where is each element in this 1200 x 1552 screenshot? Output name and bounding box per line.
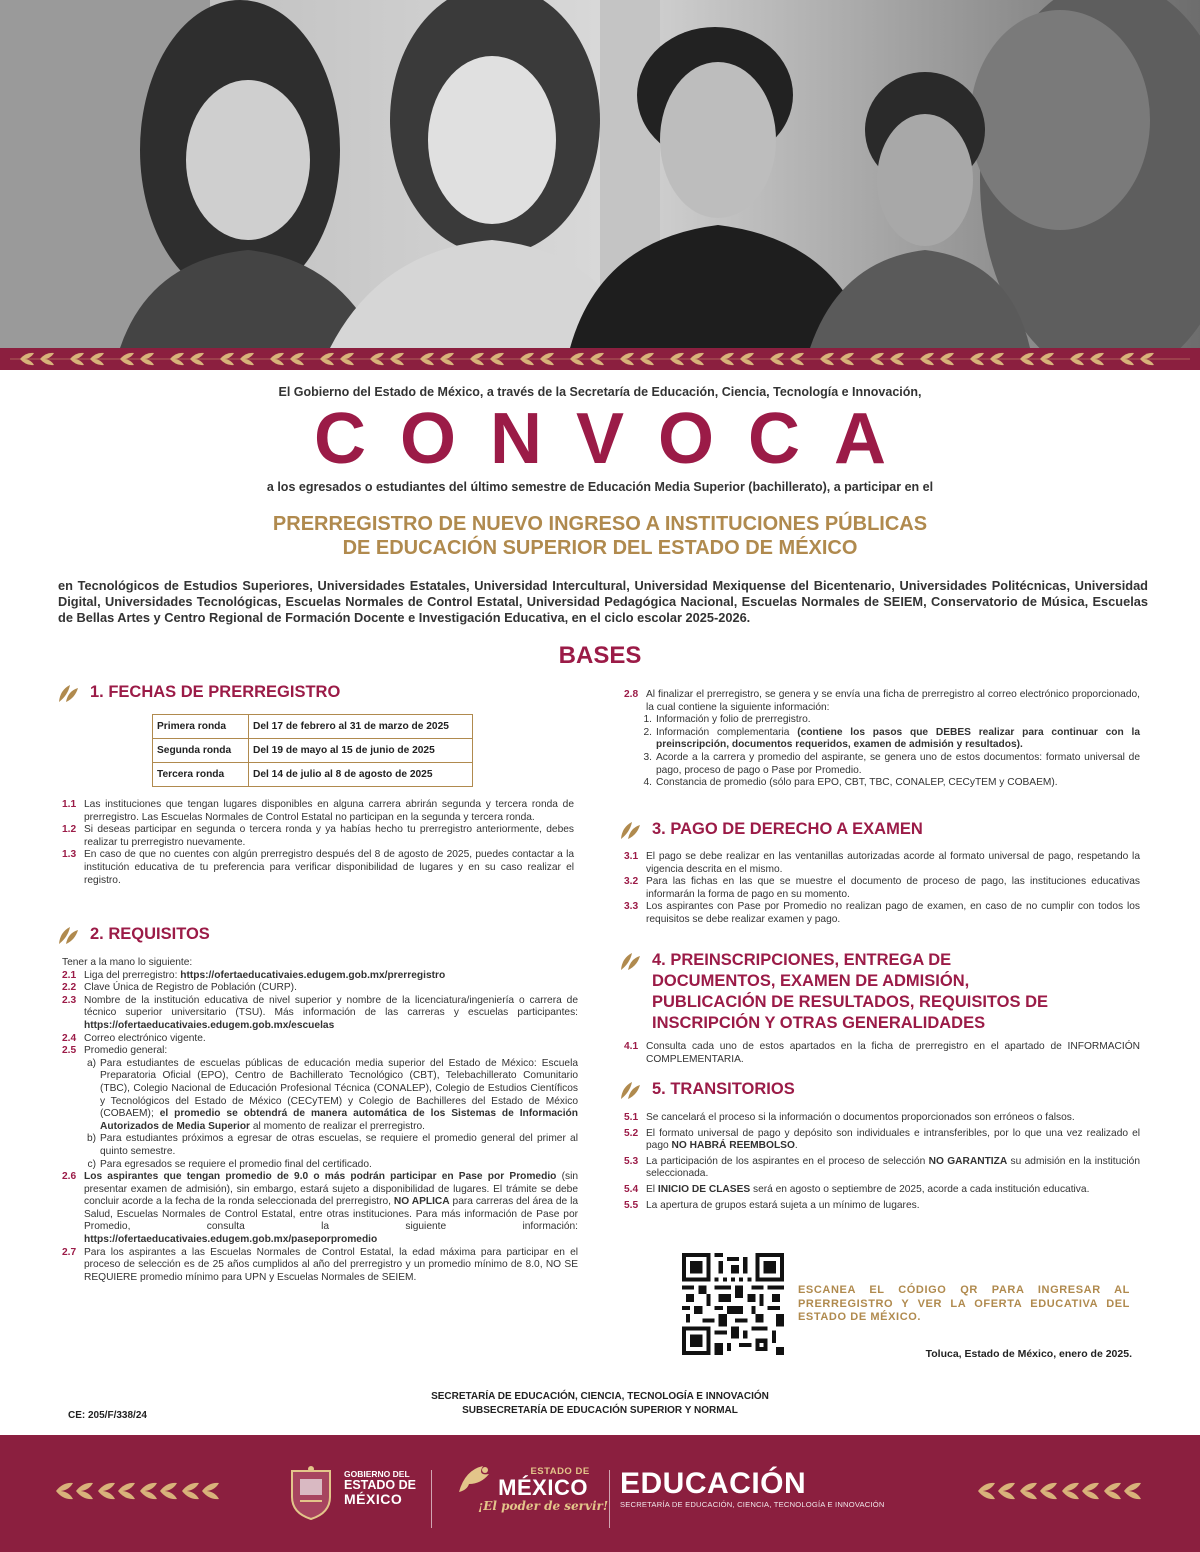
list-item [624, 901, 1140, 926]
leaf-ornament-icon [50, 1479, 220, 1503]
state-shield-icon [288, 1465, 334, 1521]
qr-instructions: ESCANEA EL CÓDIGO QR PARA INGRESAR AL PRERREGISTRO Y VER LA OFERTA EDUCATIVA DEL ESTADO DE MÉXICO. [798, 1284, 1130, 1323]
round-name: Segunda ronda [153, 739, 249, 763]
section-2-title: 2. REQUISITOS [90, 925, 210, 943]
item-number: 2.8 [624, 689, 639, 700]
issuer-line-2: SUBSECRETARÍA DE EDUCACIÓN SUPERIOR Y NORMAL [462, 1405, 738, 1416]
item-number: 2.3 [62, 994, 77, 1006]
item-number: 1.2 [62, 824, 77, 836]
item-text: Correo electrónico vigente. [84, 1032, 206, 1044]
list-item [624, 1200, 1140, 1213]
item-text-part: Liga del prerregistro: [84, 969, 181, 981]
edomex-line-2: MÉXICO [498, 1475, 588, 1500]
page-title: CONVOCA [313, 399, 920, 479]
item-number: 1.3 [62, 849, 77, 861]
item-text-part: su admisión en la institución seleccionada. [646, 1155, 1140, 1180]
item-text [646, 1156, 1140, 1181]
item-text-bold: NO APLICA [393, 1196, 450, 1208]
section-3-title: 3. PAGO DE DERECHO A EXAMEN [652, 820, 923, 838]
section-4-title-line: DOCUMENTOS, EXAMEN DE ADMISIÓN, [652, 972, 970, 990]
item-text: Promedio general: [84, 1045, 168, 1057]
sub-letter: a) [86, 1057, 96, 1069]
sub-text [100, 1058, 578, 1134]
round-dates: Del 17 de febrero al 31 de marzo de 2025 [249, 715, 473, 739]
ornament-band-top [0, 348, 1200, 370]
list-item [62, 970, 578, 983]
divider [609, 1470, 610, 1528]
list-item [624, 1156, 1140, 1181]
item-number: 2.4 [62, 1032, 77, 1044]
sub-number: 1. [643, 714, 652, 726]
item-text-bold: NO HABRÁ REEMBOLSO [671, 1140, 795, 1152]
section-2-heading [56, 924, 210, 946]
list-item [62, 1171, 578, 1247]
item-text: La apertura de grupos estará sujeta a un mínimo de lugares. [646, 1199, 920, 1211]
intro-text: El Gobierno del Estado de México, a través de la Secretaría de Educación, Ciencia, Tecnología e Innovación, [278, 385, 922, 399]
item-number: 5.2 [624, 1127, 639, 1139]
item-text: Se cancelará el proceso si la información o documentos proporcionados son erróneos o falsos. [646, 1112, 1075, 1123]
educacion-subtitle: SECRETARÍA DE EDUCACIÓN, CIENCIA, TECNOLOGÍA E INNOVACIÓN [620, 1500, 885, 1509]
leaf-emblem-icon [618, 819, 642, 841]
item-number: 2.2 [62, 982, 77, 994]
sub-text: Para estudiantes próximos a egresar de otras escuelas, se requiere el promedio general del primer al quinto semestre. [100, 1133, 578, 1157]
item-number: 2.5 [62, 1045, 77, 1057]
item-text-part: . [794, 1140, 798, 1152]
item-text-part: (sin presentar examen de admisión), sin embargo, estará sujeto a disponibilidad de lugares. El trámite se debe concluir acorde a la fecha de la ronda seleccionada del prerregistro, [84, 1171, 578, 1208]
item-text: Clave Única de Registro de Población (CURP). [84, 982, 297, 994]
list-item [62, 1045, 578, 1058]
item-number: 2.1 [62, 969, 77, 981]
list-item [624, 689, 1140, 714]
leaf-ornament-icon [972, 1479, 1142, 1503]
list-item [624, 876, 1140, 901]
requirements-lead: Tener a la mano lo siguiente: [62, 957, 193, 968]
list-item [624, 851, 1140, 876]
sub-number: 2. [643, 726, 652, 738]
list-item [624, 1128, 1140, 1153]
item-number: 3.2 [624, 876, 639, 888]
sub-item [62, 1133, 578, 1158]
educacion-logo [620, 1468, 885, 1509]
item-text [84, 995, 578, 1033]
gov-line-3: MÉXICO [344, 1491, 403, 1508]
leaf-emblem-icon [56, 682, 80, 704]
section-4-title-line: INSCRIPCIÓN Y OTRAS GENERALIDADES [652, 1014, 986, 1032]
bases-title: BASES [558, 642, 642, 669]
item-text-part: Nombre de la institución educativa de nivel superior y nombre de la licenciatura/ingeniería o carrera de técnico superior universitario (TSU). Más información de las carreras y escuelas participantes: [84, 994, 578, 1019]
sub-item [624, 714, 1140, 727]
gov-line-2: ESTADO DE [344, 1477, 416, 1492]
sub-item [624, 752, 1140, 777]
leaf-emblem-icon [618, 1079, 642, 1101]
list-item [624, 1041, 1140, 1066]
section-5-items [624, 1112, 1140, 1212]
section-1-title: 1. FECHAS DE PRERREGISTRO [90, 683, 341, 701]
document-code: CE: 205/F/338/24 [68, 1410, 147, 1421]
item-text: Las instituciones que tengan lugares disponibles en alguna carrera abrirán segunda y tercera ronda de prerregistro. Las Escuelas Normales de Control Estatal no participan en la segunda y tercera ronda. [84, 799, 574, 823]
list-item [62, 995, 578, 1033]
section-2-items [62, 957, 578, 1284]
list-item [62, 799, 574, 824]
section-1-items [62, 799, 574, 887]
item-text: Los aspirantes con Pase por Promedio no realizan pago de examen, en caso de no cumplir con todos los requisitos se debe realizar examen y pago. [646, 901, 1140, 925]
item-text: Para las fichas en las que se muestre el documento de proceso de pago, las instituciones educativas informarán la forma de pago en su momento. [646, 876, 1140, 900]
sub-text-part: al momento de realizar el prerregistro. [250, 1120, 425, 1132]
section-4-title [652, 950, 1048, 1034]
list-item [624, 1112, 1140, 1125]
edomex-line-1: ESTADO DE [530, 1466, 590, 1477]
item-number: 3.3 [624, 901, 639, 913]
sub-text-part: Para estudiantes de escuelas públicas de educación media superior del Estado de México: Escuela Preparatoria Oficial (EPO), Centro de Bachillerato Tecnológico (CBT), Telebachillerato Comunitario (TBC), Colegio Nacional de Educación Profesional Técnica (CONALEP), Colegio de Estudios Científicos y Tecnológicos del Estado de México (CECyTEM) y Colegio de Bachilleres del Estado de México (COBAEM); [100, 1057, 578, 1120]
escuelas-link[interactable]: https://ofertaeducativaies.edugem.gob.mx/escuelas [84, 1019, 335, 1031]
item-text-bold: Los aspirantes que tengan promedio de 9.0 o más podrán participar en Pase por Promedio [84, 1171, 557, 1183]
item-text: En caso de que no cuentes con algún prerregistro después del 8 de agosto de 2025, puedes contactar a la institución educativa de tu preferencia para verificar disponibilidad de lugares y en su caso realizar el registro. [84, 849, 574, 886]
educacion-title: EDUCACIÓN [620, 1467, 807, 1500]
gov-line-1: GOBIERNO DEL [344, 1469, 410, 1479]
sub-number: 4. [643, 777, 652, 789]
section-4-title-line: 4. PREINSCRIPCIONES, ENTREGA DE [652, 951, 952, 969]
item-text: El pago se debe realizar en las ventanillas autorizadas acorde al formato universal de pago, respetando la vigencia descrita en el mismo. [646, 851, 1140, 875]
sub-item [624, 727, 1140, 752]
item-number: 5.5 [624, 1199, 639, 1211]
estado-de-mexico-logo [478, 1466, 608, 1513]
intro-text-2: a los egresados o estudiantes del último semestre de Educación Media Superior (bachillerato), a participar en el [266, 480, 934, 494]
item-number: 1.1 [62, 799, 77, 810]
institutions-paragraph: en Tecnológicos de Estudios Superiores, Universidades Estatales, Universidad Intercultural, Universidad Mexiquense del Bicentenario, Universidades Politécnicas, Universidad Digital, Universidades Tecnológicas, Escuelas Normales de Control Estatal, Universidad Pedagógica Nacional, Escuelas Normales de SEIEM, Conservatorio de Música, Escuelas de Bellas Artes y Centro Regional de Formación Docente e Investigación Educativa, en el ciclo escolar 2025-2026. [58, 578, 1148, 626]
item-number: 5.3 [624, 1155, 639, 1167]
item-text: Consulta cada uno de estos apartados en la ficha de prerregistro en el apartado de INFORMACIÓN COMPLEMENTARIA. [646, 1041, 1140, 1065]
item-text [646, 1184, 1140, 1197]
sub-letter: b) [86, 1133, 96, 1145]
list-item [62, 824, 574, 849]
sub-item [62, 1159, 578, 1172]
round-name: Tercera ronda [153, 763, 249, 787]
dates-table [152, 714, 473, 787]
section-3-heading [618, 819, 923, 841]
sub-text-bold: el promedio se obtendrá de manera automática de los Sistemas de Información Autorizados de Media Superior [100, 1108, 578, 1132]
item-text [646, 1128, 1140, 1153]
item-text: Al finalizar el prerregistro, se genera y se envía una ficha de prerregistro al correo electrónico proporcionado, la cual contiene la siguiente información: [646, 689, 1140, 713]
table-row [153, 739, 473, 763]
sub-text: Constancia de promedio (sólo para EPO, CBT, TBC, CONALEP, CECyTEM y COBAEM). [656, 777, 1058, 789]
qr-code-icon[interactable] [682, 1253, 784, 1355]
place-date: Toluca, Estado de México, enero de 2025. [925, 1348, 1132, 1360]
section-5-title: 5. TRANSITORIOS [652, 1080, 795, 1098]
sub-text-bold: (contiene los pasos que DEBES realizar para continuar con la preinscripción, documentos requeridos, examen de admisión y resultados). [656, 726, 1140, 751]
list-item [62, 982, 578, 995]
section-4-heading [618, 950, 1048, 1034]
table-row [153, 763, 473, 787]
item-number: 4.1 [624, 1041, 639, 1052]
item-text-bold: NO GARANTIZA [928, 1155, 1008, 1167]
sub-text: Información y folio de prerregistro. [656, 714, 811, 726]
edomex-slogan: ¡El poder de servir! [478, 1499, 609, 1513]
headline-line-2: DE EDUCACIÓN SUPERIOR DEL ESTADO DE MÉXICO [342, 537, 858, 559]
issuer-line-1: SECRETARÍA DE EDUCACIÓN, CIENCIA, TECNOLOGÍA E INNOVACIÓN [431, 1391, 769, 1402]
sub-item [62, 1058, 578, 1134]
headline [0, 512, 1200, 560]
item-text-part: será en agosto o septiembre de 2025, acorde a cada institución educativa. [750, 1183, 1090, 1195]
leaf-ornament-icon [0, 348, 1200, 370]
round-name: Primera ronda [153, 715, 249, 739]
item-number: 2.6 [62, 1171, 77, 1183]
hero-photo [0, 0, 1200, 348]
item-text [84, 1171, 578, 1247]
item-text [84, 970, 578, 983]
item-text-part: La participación de los aspirantes en el proceso de selección [646, 1155, 929, 1167]
issuer-lines [330, 1390, 870, 1418]
sub-number: 3. [643, 751, 652, 763]
leaf-emblem-icon [56, 924, 80, 946]
table-row [153, 715, 473, 739]
section-4-title-line: PUBLICACIÓN DE RESULTADOS, REQUISITOS DE [652, 993, 1049, 1011]
sub-text [656, 727, 1140, 752]
section-5-heading [618, 1079, 795, 1101]
pase-por-promedio-link[interactable]: https://ofertaeducativaies.edugem.gob.mx/paseporpromedio [84, 1234, 378, 1246]
item-number: 5.1 [624, 1112, 639, 1123]
section-4-items [624, 1041, 1140, 1066]
item-number: 5.4 [624, 1183, 639, 1195]
divider [431, 1470, 432, 1528]
prerregistro-link[interactable]: https://ofertaeducativaies.edugem.gob.mx/prerregistro [180, 969, 446, 981]
headline-line-1: PRERREGISTRO DE NUEVO INGRESO A INSTITUCIONES PÚBLICAS [272, 513, 928, 535]
item-number: 3.1 [624, 851, 639, 862]
list-item [62, 1247, 578, 1285]
item-2-8 [624, 689, 1140, 790]
sub-text: Acorde a la carrera y promedio del aspirante, se genera uno de estos documentos: formato universal de pago, proceso de pago o Pase por Promedio. [656, 751, 1140, 776]
round-dates: Del 19 de mayo al 15 de junio de 2025 [249, 739, 473, 763]
item-number: 2.7 [62, 1246, 77, 1258]
sub-item [624, 777, 1140, 790]
students-photo [0, 0, 1200, 348]
item-text-part: El formato universal de pago y depósito son individuales e intransferibles, por lo que una vez realizado el pago [646, 1127, 1140, 1152]
item-text-part: El [646, 1183, 658, 1195]
sub-text-part: Información complementaria [656, 726, 798, 738]
item-text: Para los aspirantes a las Escuelas Normales de Control Estatal, la edad máxima para participar en el proceso de selección es de 25 años cumplidos al año del prerregistro y un promedio mínimo de 8.0, NO SE REQUIERE promedio mínimo para UPN y Escuelas Normales de SEIEM. [84, 1246, 578, 1283]
item-text: Si deseas participar en segunda o tercera ronda y ya habías hecho tu prerregistro anteriormente, debes realizar tu prerregistro nuevamente. [84, 824, 574, 848]
sub-text: Para egresados se requiere el promedio final del certificado. [100, 1158, 372, 1170]
sub-letter: c) [87, 1158, 96, 1170]
section-1-heading [56, 682, 340, 704]
section-3-items [624, 851, 1140, 927]
item-text-part: para carreras del área de la Salud, Escuelas Normales de Control Estatal, entre otras instituciones. Para más información de Pase por Promedio, consulta la siguiente información: [84, 1196, 579, 1233]
list-item [62, 849, 574, 887]
list-item [62, 1033, 578, 1046]
item-text-bold: INICIO DE CLASES [657, 1183, 751, 1195]
list-item [624, 1184, 1140, 1197]
state-government-logo [344, 1470, 416, 1507]
round-dates: Del 14 de julio al 8 de agosto de 2025 [249, 763, 473, 787]
leaf-emblem-icon [618, 950, 642, 972]
